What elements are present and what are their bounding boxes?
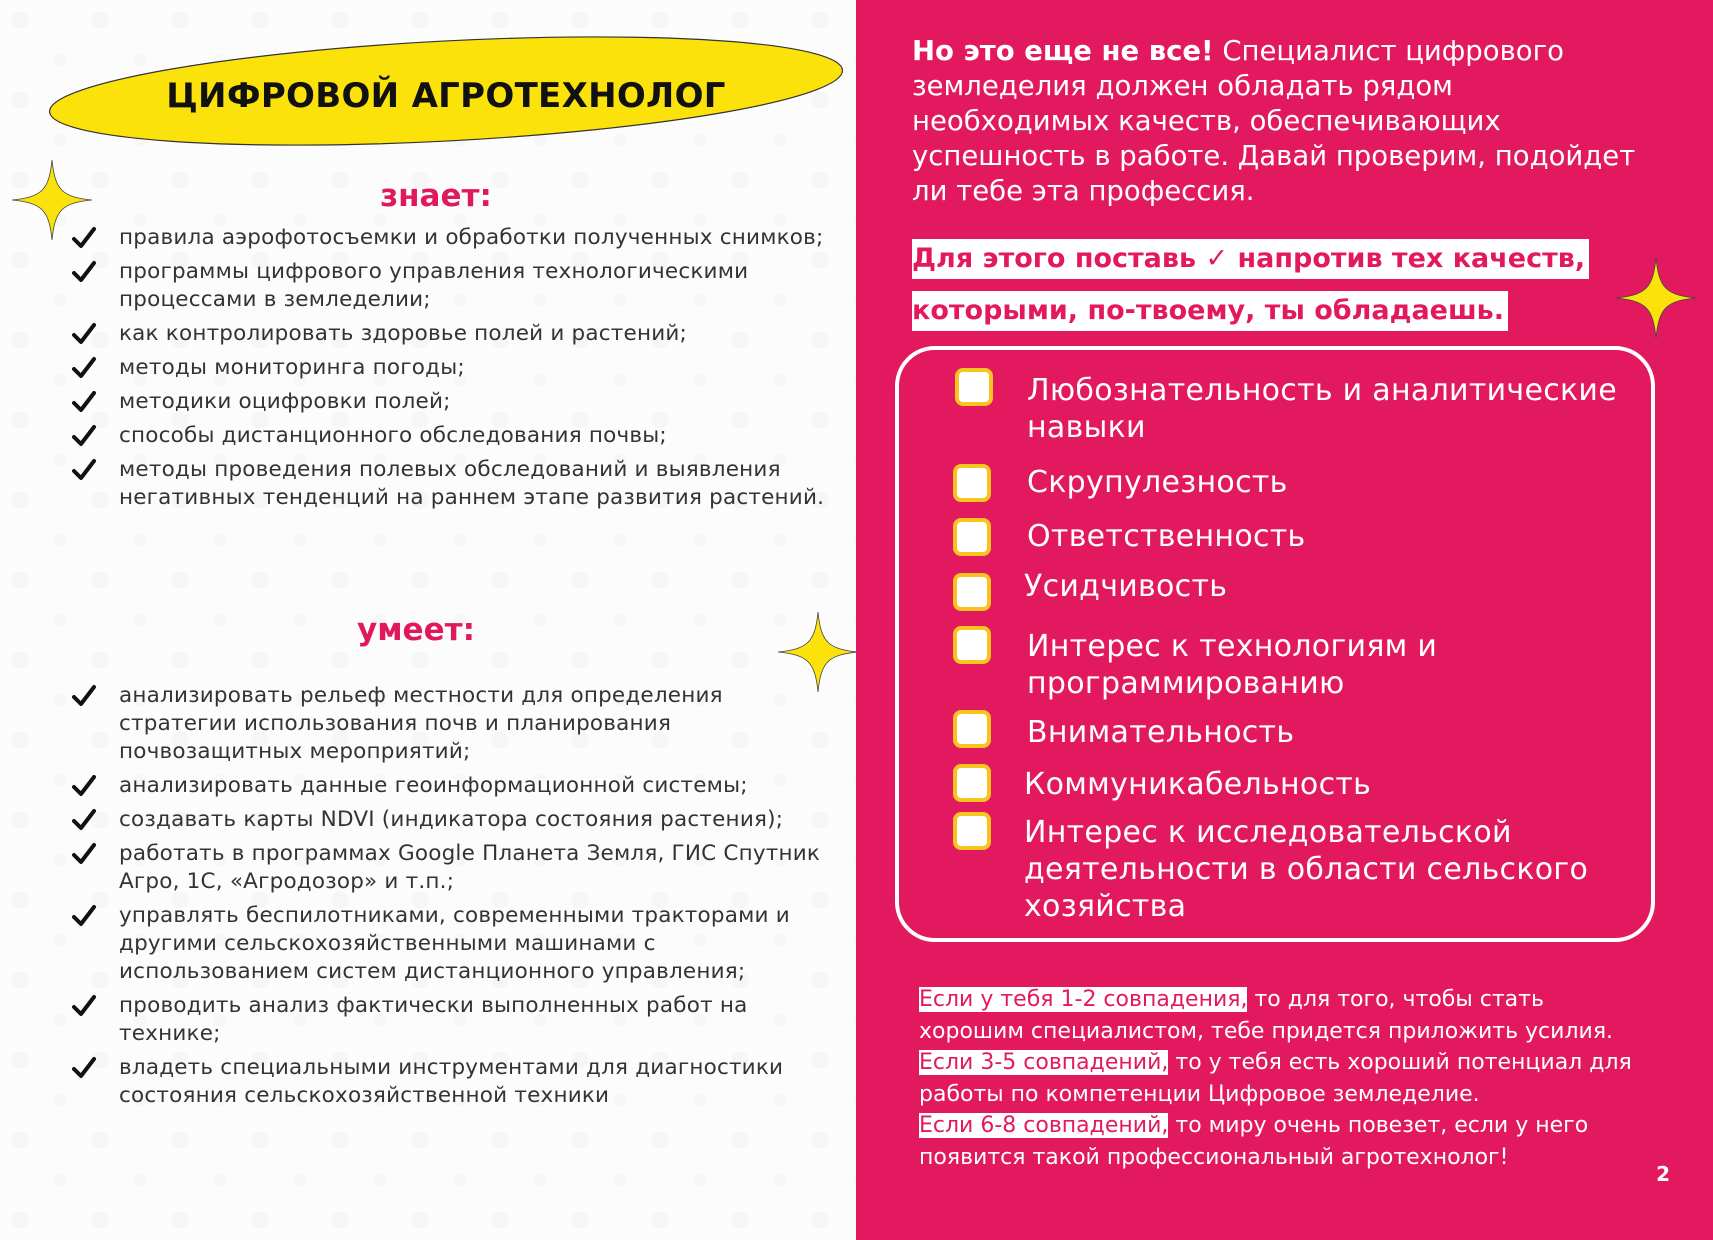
checkmark-icon <box>72 842 96 866</box>
knows-list <box>72 224 842 512</box>
quality-checkbox[interactable] <box>955 368 993 406</box>
quality-label: Любознательность и аналитические навыки <box>1027 373 1617 445</box>
instruction-line: Для этого поставь ✓ напротив тех качеств, <box>912 239 1589 279</box>
quality-checkbox[interactable] <box>953 710 991 748</box>
checkmark-icon <box>72 684 96 708</box>
intro-paragraph <box>912 34 1652 209</box>
list-item: методы мониторинга погоды; <box>72 354 842 382</box>
list-item: правила аэрофотосъемки и обработки полученных снимков; <box>72 224 842 252</box>
instruction <box>912 239 1589 331</box>
left-page <box>0 0 856 1240</box>
quality-checkbox[interactable] <box>953 626 991 664</box>
page-title: ЦИФРОВОЙ АГРОТЕХНОЛОГ <box>166 76 726 116</box>
quality-checkbox[interactable] <box>953 764 991 802</box>
result-text: то миру очень повезет, если у него появится такой профессиональный агротехнолог! <box>919 1113 1589 1170</box>
quality-label: Коммуникабельность <box>1024 767 1372 802</box>
checkmark-icon <box>72 1056 96 1080</box>
quality-label: Интерес к технологиям и программированию <box>1027 629 1438 701</box>
list-item: способы дистанционного обследования почвы; <box>72 422 842 450</box>
can-list <box>72 682 842 1110</box>
result-text: то для того, чтобы стать хорошим специалистом, тебе придется приложить усилия. <box>919 987 1614 1044</box>
qualities-checklist <box>895 346 1655 942</box>
list-item: методы проведения полевых обследований и выявления негативных тенденций на раннем этапе развития растений. <box>72 456 842 512</box>
list-item: методики оцифровки полей; <box>72 388 842 416</box>
result-highlight: Если 3-5 совпадений, <box>919 1050 1169 1075</box>
results-text <box>919 984 1639 1173</box>
checkmark-icon <box>72 226 96 250</box>
list-item: владеть специальными инструментами для диагностики состояния сельскохозяйственной техники <box>72 1054 842 1110</box>
checkmark-icon <box>72 904 96 928</box>
checkmark-icon <box>72 390 96 414</box>
instruction-line: которыми, по-твоему, ты обладаешь. <box>912 291 1508 331</box>
intro-bold: Но это еще не все! <box>912 35 1214 67</box>
checkmark-icon <box>72 808 96 832</box>
result-text: то у тебя есть хороший потенциал для работы по компетенции Цифровое земледелие. <box>919 1050 1632 1107</box>
checkmark-icon <box>72 322 96 346</box>
right-page <box>856 0 1713 1240</box>
list-item: проводить анализ фактически выполненных работ на технике; <box>72 992 842 1048</box>
list-item: анализировать рельеф местности для определения стратегии использования почв и планирования почвозащитных мероприятий; <box>72 682 842 766</box>
list-item: создавать карты NDVI (индикатора состояния растения); <box>72 806 842 834</box>
result-highlight: Если 6-8 совпадений, <box>919 1113 1169 1138</box>
quality-label: Усидчивость <box>1024 569 1228 604</box>
result-highlight: Если у тебя 1-2 совпадения, <box>919 987 1248 1012</box>
sparkle-star-icon <box>778 612 856 692</box>
quality-checkbox[interactable] <box>953 573 991 611</box>
quality-label: Интерес к исследовательской деятельности в области сельского хозяйства <box>1024 815 1589 924</box>
quality-checkbox[interactable] <box>953 464 991 502</box>
quality-label: Ответственность <box>1027 519 1306 554</box>
quality-label: Внимательность <box>1027 715 1295 750</box>
checkmark-icon <box>72 458 96 482</box>
knows-heading: знает: <box>380 178 492 214</box>
checkmark-icon <box>72 356 96 380</box>
list-item: анализировать данные геоинформационной системы; <box>72 772 842 800</box>
checkmark-icon <box>72 424 96 448</box>
checkmark-icon <box>72 774 96 798</box>
intro-text: Специалист цифрового земледелия должен обладать рядом необходимых качеств, обеспечивающих успешность в работе. Давай проверим, подойдет ли тебе эта профессия. <box>912 35 1636 207</box>
sparkle-star-icon <box>1616 258 1696 338</box>
quality-checkbox[interactable] <box>953 518 991 556</box>
list-item: программы цифрового управления технологическими процессами в земледелии; <box>72 258 842 314</box>
list-item: как контролировать здоровье полей и растений; <box>72 320 842 348</box>
checkmark-icon <box>72 260 96 284</box>
list-item: управлять беспилотниками, современными тракторами и другими сельскохозяйственными машинами с использованием систем дистанционного управления; <box>72 902 842 986</box>
page-number: 2 <box>1656 1162 1670 1186</box>
quality-checkbox[interactable] <box>953 812 991 850</box>
checkmark-icon <box>72 994 96 1018</box>
can-heading: умеет: <box>357 612 475 648</box>
list-item: работать в программах Google Планета Земля, ГИС Спутник Агро, 1С, «Агродозор» и т.п.; <box>72 840 842 896</box>
quality-label: Скрупулезность <box>1027 465 1288 500</box>
